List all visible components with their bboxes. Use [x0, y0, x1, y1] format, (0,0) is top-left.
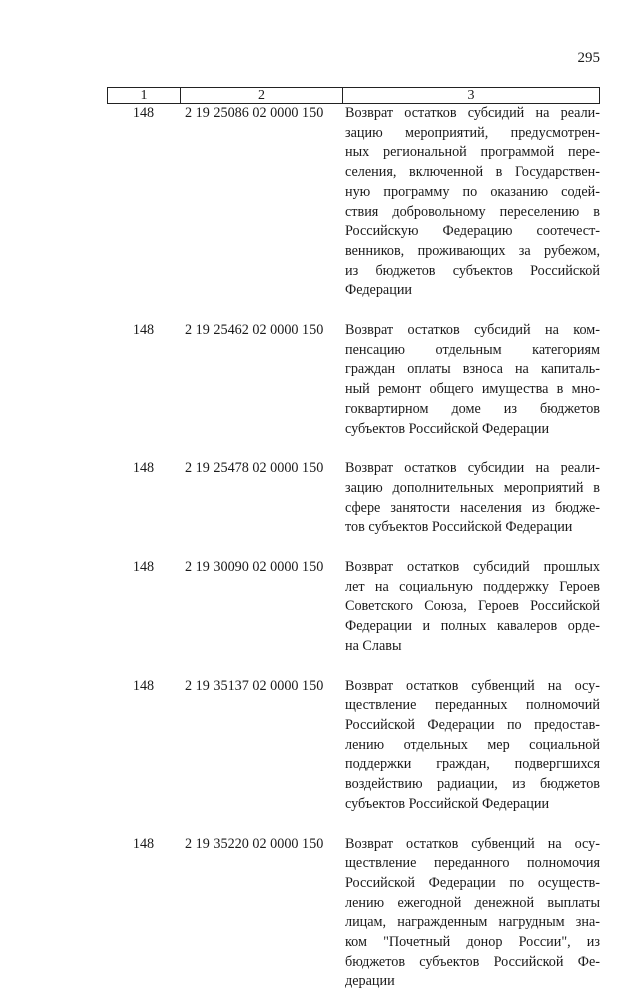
- budget-classification-code-cell: 2 19 25086 02 0000 150: [180, 104, 342, 301]
- description-line: субъектов Российской Федерации: [345, 420, 600, 440]
- description-line: ных региональной программой пере-: [345, 143, 600, 163]
- admin-code-cell: 148: [107, 104, 180, 301]
- table-row: [107, 321, 600, 439]
- budget-classification-code-cell: 2 19 35220 02 0000 150: [180, 835, 342, 992]
- description-line: граждан оплаты взноса на капиталь-: [345, 360, 600, 380]
- description-line: Возврат остатков субвенций на осу-: [345, 677, 600, 697]
- table-row: [107, 459, 600, 538]
- admin-code-cell: 148: [107, 459, 180, 538]
- table-row: [107, 677, 600, 815]
- description-line: пенсацию отдельным категориям: [345, 341, 600, 361]
- table-row: [107, 835, 600, 992]
- table-row: [107, 104, 600, 301]
- description-line: Российской Федерации по осуществ-: [345, 874, 600, 894]
- budget-classification-code-cell: 2 19 30090 02 0000 150: [180, 558, 342, 657]
- budget-classification-code-cell: 2 19 25462 02 0000 150: [180, 321, 342, 439]
- description-line: Федерации: [345, 281, 600, 301]
- budget-classification-code-cell: 2 19 25478 02 0000 150: [180, 459, 342, 538]
- column-header-1: 1: [108, 88, 181, 103]
- description-line: зацию мероприятий, предусмотрен-: [345, 124, 600, 144]
- description-line: лицам, награжденным нагрудным зна-: [345, 913, 600, 933]
- column-header-3: 3: [343, 88, 599, 103]
- table-body: [107, 104, 600, 992]
- description-line: дерации: [345, 972, 600, 992]
- admin-code-cell: 148: [107, 677, 180, 815]
- column-header-2: 2: [181, 88, 343, 103]
- description-line: Российской Федерации по предостав-: [345, 716, 600, 736]
- description-line: венников, проживающих за рубежом,: [345, 242, 600, 262]
- description-line: воздействию радиации, из бюджетов: [345, 775, 600, 795]
- page-number: 295: [578, 49, 601, 67]
- description-line: Российскую Федерацию соотечест-: [345, 222, 600, 242]
- table-row: [107, 558, 600, 657]
- admin-code-cell: 148: [107, 321, 180, 439]
- description-line: ществление переданных полномочий: [345, 696, 600, 716]
- description-line: лению отдельных мер социальной: [345, 736, 600, 756]
- description-cell: [342, 558, 600, 657]
- admin-code-cell: 148: [107, 558, 180, 657]
- description-line: зацию дополнительных мероприятий в: [345, 479, 600, 499]
- description-line: бюджетов субъектов Российской Фе-: [345, 953, 600, 973]
- description-line: ствия добровольному переселению в: [345, 203, 600, 223]
- description-line: Возврат остатков субсидии на реали-: [345, 459, 600, 479]
- description-line: тов субъектов Российской Федерации: [345, 518, 600, 538]
- description-line: сфере занятости населения из бюдже-: [345, 499, 600, 519]
- description-line: субъектов Российской Федерации: [345, 795, 600, 815]
- description-line: из бюджетов субъектов Российской: [345, 262, 600, 282]
- description-line: Возврат остатков субвенций на осу-: [345, 835, 600, 855]
- description-line: на Славы: [345, 637, 600, 657]
- description-line: Федерации и полных кавалеров орде-: [345, 617, 600, 637]
- description-line: Возврат остатков субсидий на ком-: [345, 321, 600, 341]
- description-line: Возврат остатков субсидий прошлых: [345, 558, 600, 578]
- description-cell: [342, 677, 600, 815]
- description-line: ществление переданного полномочия: [345, 854, 600, 874]
- description-line: гоквартирном доме из бюджетов: [345, 400, 600, 420]
- description-line: лению ежегодной денежной выплаты: [345, 894, 600, 914]
- description-line: Возврат остатков субсидий на реали-: [345, 104, 600, 124]
- description-line: Советского Союза, Героев Российской: [345, 597, 600, 617]
- admin-code-cell: 148: [107, 835, 180, 992]
- description-cell: [342, 321, 600, 439]
- description-cell: [342, 104, 600, 301]
- description-line: лет на социальную поддержку Героев: [345, 578, 600, 598]
- table-column-header-row: [107, 87, 600, 104]
- description-line: ный ремонт общего имущества в мно-: [345, 380, 600, 400]
- description-cell: [342, 459, 600, 538]
- description-cell: [342, 835, 600, 992]
- description-line: ком "Почетный донор России", из: [345, 933, 600, 953]
- description-line: ную программу по оказанию содей-: [345, 183, 600, 203]
- budget-classification-code-cell: 2 19 35137 02 0000 150: [180, 677, 342, 815]
- description-line: поддержки граждан, подвергшихся: [345, 755, 600, 775]
- description-line: селения, включенной в Государствен-: [345, 163, 600, 183]
